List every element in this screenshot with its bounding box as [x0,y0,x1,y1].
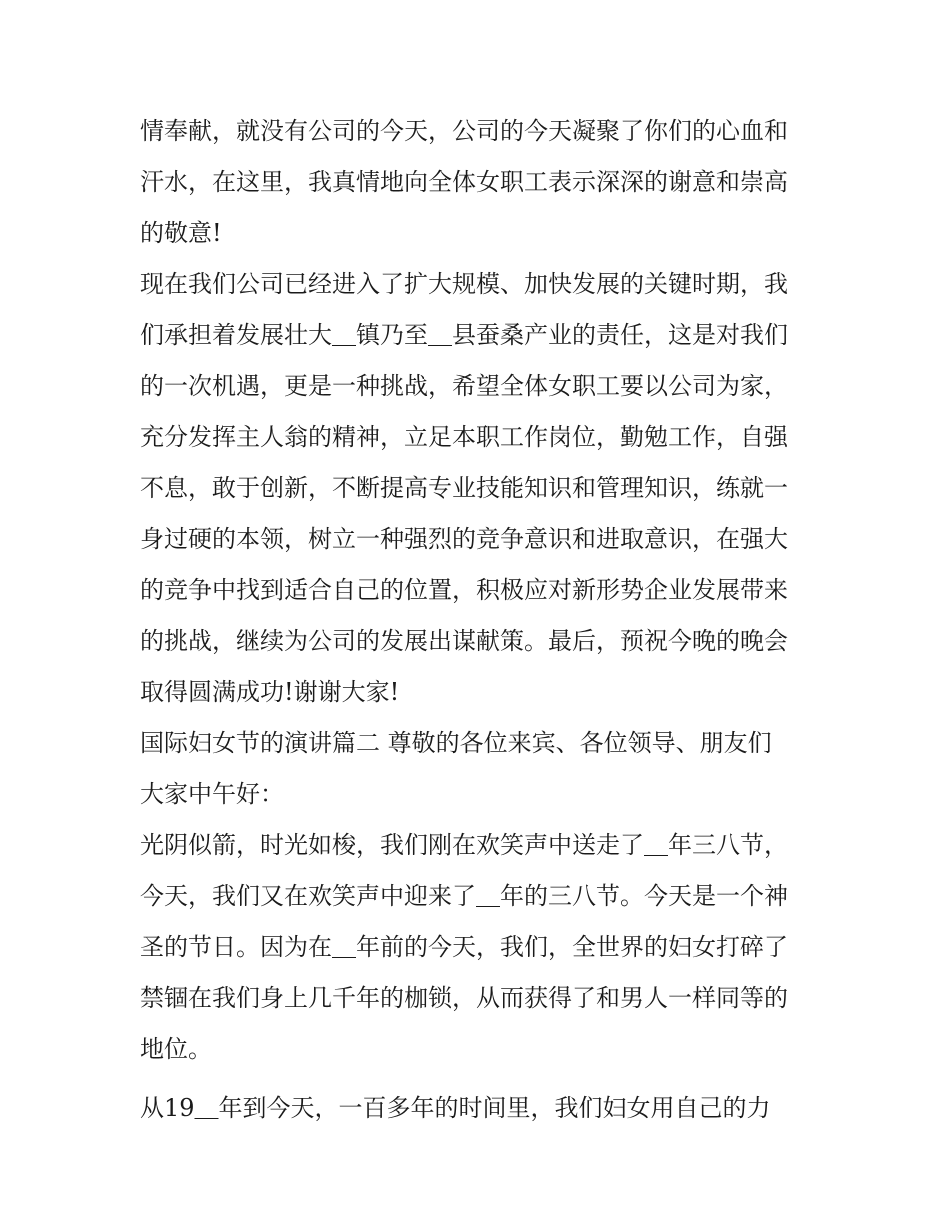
text-line: 充分发挥主人翁的精神，立足本职工作岗位，勤勉工作，自强 [140,423,788,451]
text-line: 大家中午好： [140,780,284,808]
text-line: 们承担着发展壮大＿镇乃至＿县蚕桑产业的责任，这是对我们 [140,321,788,349]
text-line: 的敬意! [140,219,222,247]
text-line: 圣的节日。因为在＿年前的今天，我们，全世界的妇女打碎了 [140,933,788,961]
text-line: 今天，我们又在欢笑声中迎来了＿年的三八节。今天是一个神 [140,882,788,910]
text-line: 的一次机遇，更是一种挑战，希望全体女职工要以公司为家， [140,372,788,400]
text-line: 的挑战，继续为公司的发展出谋献策。最后，预祝今晚的晚会 [140,627,788,655]
paragraph-gap [140,1075,820,1083]
text-line: 国际妇女节的演讲篇二 尊敬的各位来宾、各位领导、朋友们 [140,729,772,757]
text-line: 汗水，在这里，我真情地向全体女职工表示深深的谢意和崇高 [140,168,788,196]
text-line: 不息，敢于创新，不断提高专业技能知识和管理知识，练就一 [140,474,788,502]
text-line: 情奉献，就没有公司的今天，公司的今天凝聚了你们的心血和 [140,117,788,145]
text-line: 取得圆满成功!谢谢大家! [140,678,400,706]
text-line: 地位。 [140,1035,212,1063]
text-line: 禁锢在我们身上几千年的枷锁，从而获得了和男人一样同等的 [140,984,788,1012]
text-line: 现在我们公司已经进入了扩大规模、加快发展的关键时期，我 [140,270,788,298]
text-line: 身过硬的本领，树立一种强烈的竞争意识和进取意识，在强大 [140,525,788,553]
text-line: 光阴似箭，时光如梭，我们刚在欢笑声中送走了＿年三八节， [140,831,788,859]
text-line: 的竞争中找到适合自己的位置，积极应对新形势企业发展带来 [140,576,788,604]
text-line: 从19＿年到今天，一百多年的时间里，我们妇女用自己的力 [140,1094,771,1122]
speech-text [140,106,820,1134]
